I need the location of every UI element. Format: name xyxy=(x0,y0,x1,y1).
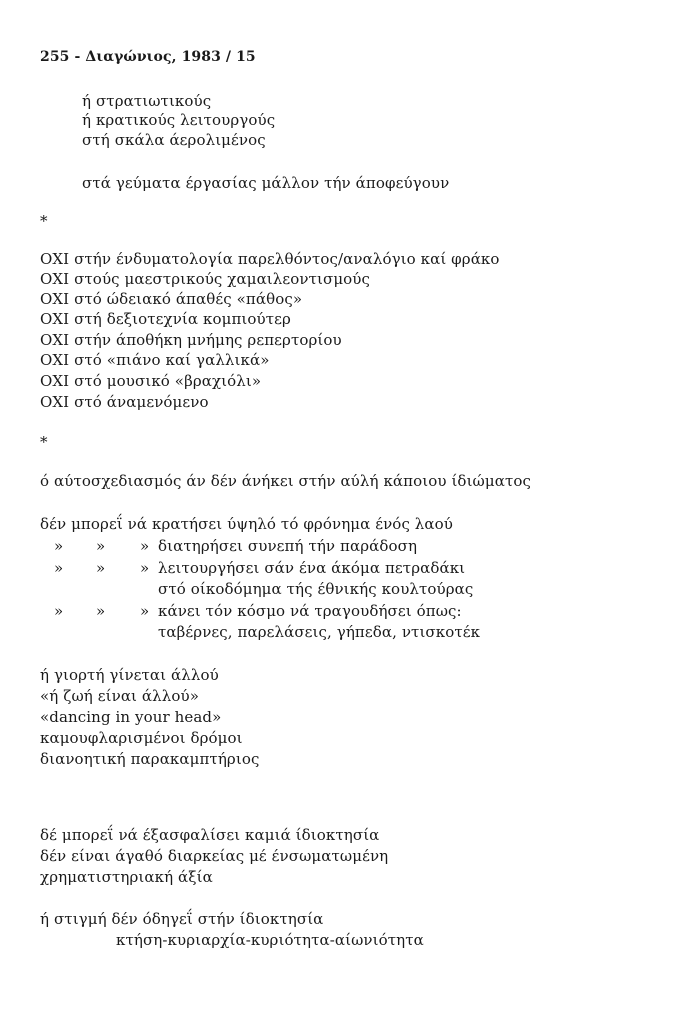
text-line: διανοητική παρακαμπτήριος xyxy=(40,750,260,768)
ditto-mark: » xyxy=(54,602,64,620)
ditto-mark: » xyxy=(140,537,150,555)
page-header: 255 - Διαγώνιος, 1983 / 15 xyxy=(40,49,256,65)
text-line: στά γεύματα έργασίας μάλλον τήν άποφεύγουν xyxy=(82,174,450,192)
text-line: δέν μπορεΐ νά κρατήσει ύψηλό τό φρόνημα ένός λαού xyxy=(40,515,453,533)
text-line: ό αύτοσχεδιασμός άν δέν άνήκει στήν αύλή κάποιου ίδιώματος xyxy=(40,472,531,490)
ditto-mark: » xyxy=(140,602,150,620)
ditto-mark: » xyxy=(54,537,64,555)
text-line: ταβέρνες, παρελάσεις, γήπεδα, ντισκοτέκ xyxy=(158,623,481,641)
text-line: κτήση-κυριαρχία-κυριότητα-αίωνιότητα xyxy=(116,931,424,949)
text-line: καμουφλαρισμένοι δρόμοι xyxy=(40,729,243,747)
text-line: ή γιορτή γίνεται άλλού xyxy=(40,666,219,684)
section-separator: * xyxy=(40,433,48,451)
oxi-line: ΟΧΙ στούς μαεστρικούς χαμαιλεοντισμούς xyxy=(40,270,371,288)
oxi-line: ΟΧΙ στό «πιάνο καί γαλλικά» xyxy=(40,351,270,369)
oxi-line: ΟΧΙ στό ώδειακό άπαθές «πάθος» xyxy=(40,290,303,308)
text-line: ή στρατιωτικούς xyxy=(82,92,212,110)
text-line: δέ μπορεΐ νά έξασφαλίσει καμιά ίδιοκτησία xyxy=(40,826,380,844)
section-separator: * xyxy=(40,212,48,230)
text-line: «ή ζωή είναι άλλού» xyxy=(40,687,199,705)
oxi-line: ΟΧΙ στήν άποθήκη μνήμης ρεπερτορίου xyxy=(40,331,342,349)
text-line: ή στιγμή δέν όδηγεΐ στήν ίδιοκτησία xyxy=(40,910,324,928)
ditto-mark: » xyxy=(54,559,64,577)
text-line: δέν είναι άγαθό διαρκείας μέ ένσωματωμένη xyxy=(40,847,389,865)
text-line: λειτουργήσει σάν ένα άκόμα πετραδάκι xyxy=(158,559,466,577)
text-line: στό οίκοδόμημα τής έθνικής κουλτούρας xyxy=(158,580,474,598)
oxi-line: ΟΧΙ στήν ένδυματολογία παρελθόντος/αναλόγιο καί φράκο xyxy=(40,250,500,268)
oxi-line: ΟΧΙ στό άναμενόμενο xyxy=(40,393,209,411)
oxi-line: ΟΧΙ στή δεξιοτεχνία κομπιούτερ xyxy=(40,310,291,328)
ditto-mark: » xyxy=(96,559,106,577)
text-line: διατηρήσει συνεπή τήν παράδοση xyxy=(158,537,418,555)
ditto-mark: » xyxy=(140,559,150,577)
text-line: κάνει τόν κόσμο νά τραγουδήσει όπως: xyxy=(158,602,462,620)
text-line: «dancing in your head» xyxy=(40,708,222,726)
ditto-mark: » xyxy=(96,537,106,555)
text-line: ή κρατικούς λειτουργούς xyxy=(82,111,276,129)
text-line: χρηματιστηριακή άξία xyxy=(40,868,213,886)
text-line: στή σκάλα άερολιμένος xyxy=(82,131,266,149)
oxi-line: ΟΧΙ στό μουσικό «βραχιόλι» xyxy=(40,372,262,390)
ditto-mark: » xyxy=(96,602,106,620)
